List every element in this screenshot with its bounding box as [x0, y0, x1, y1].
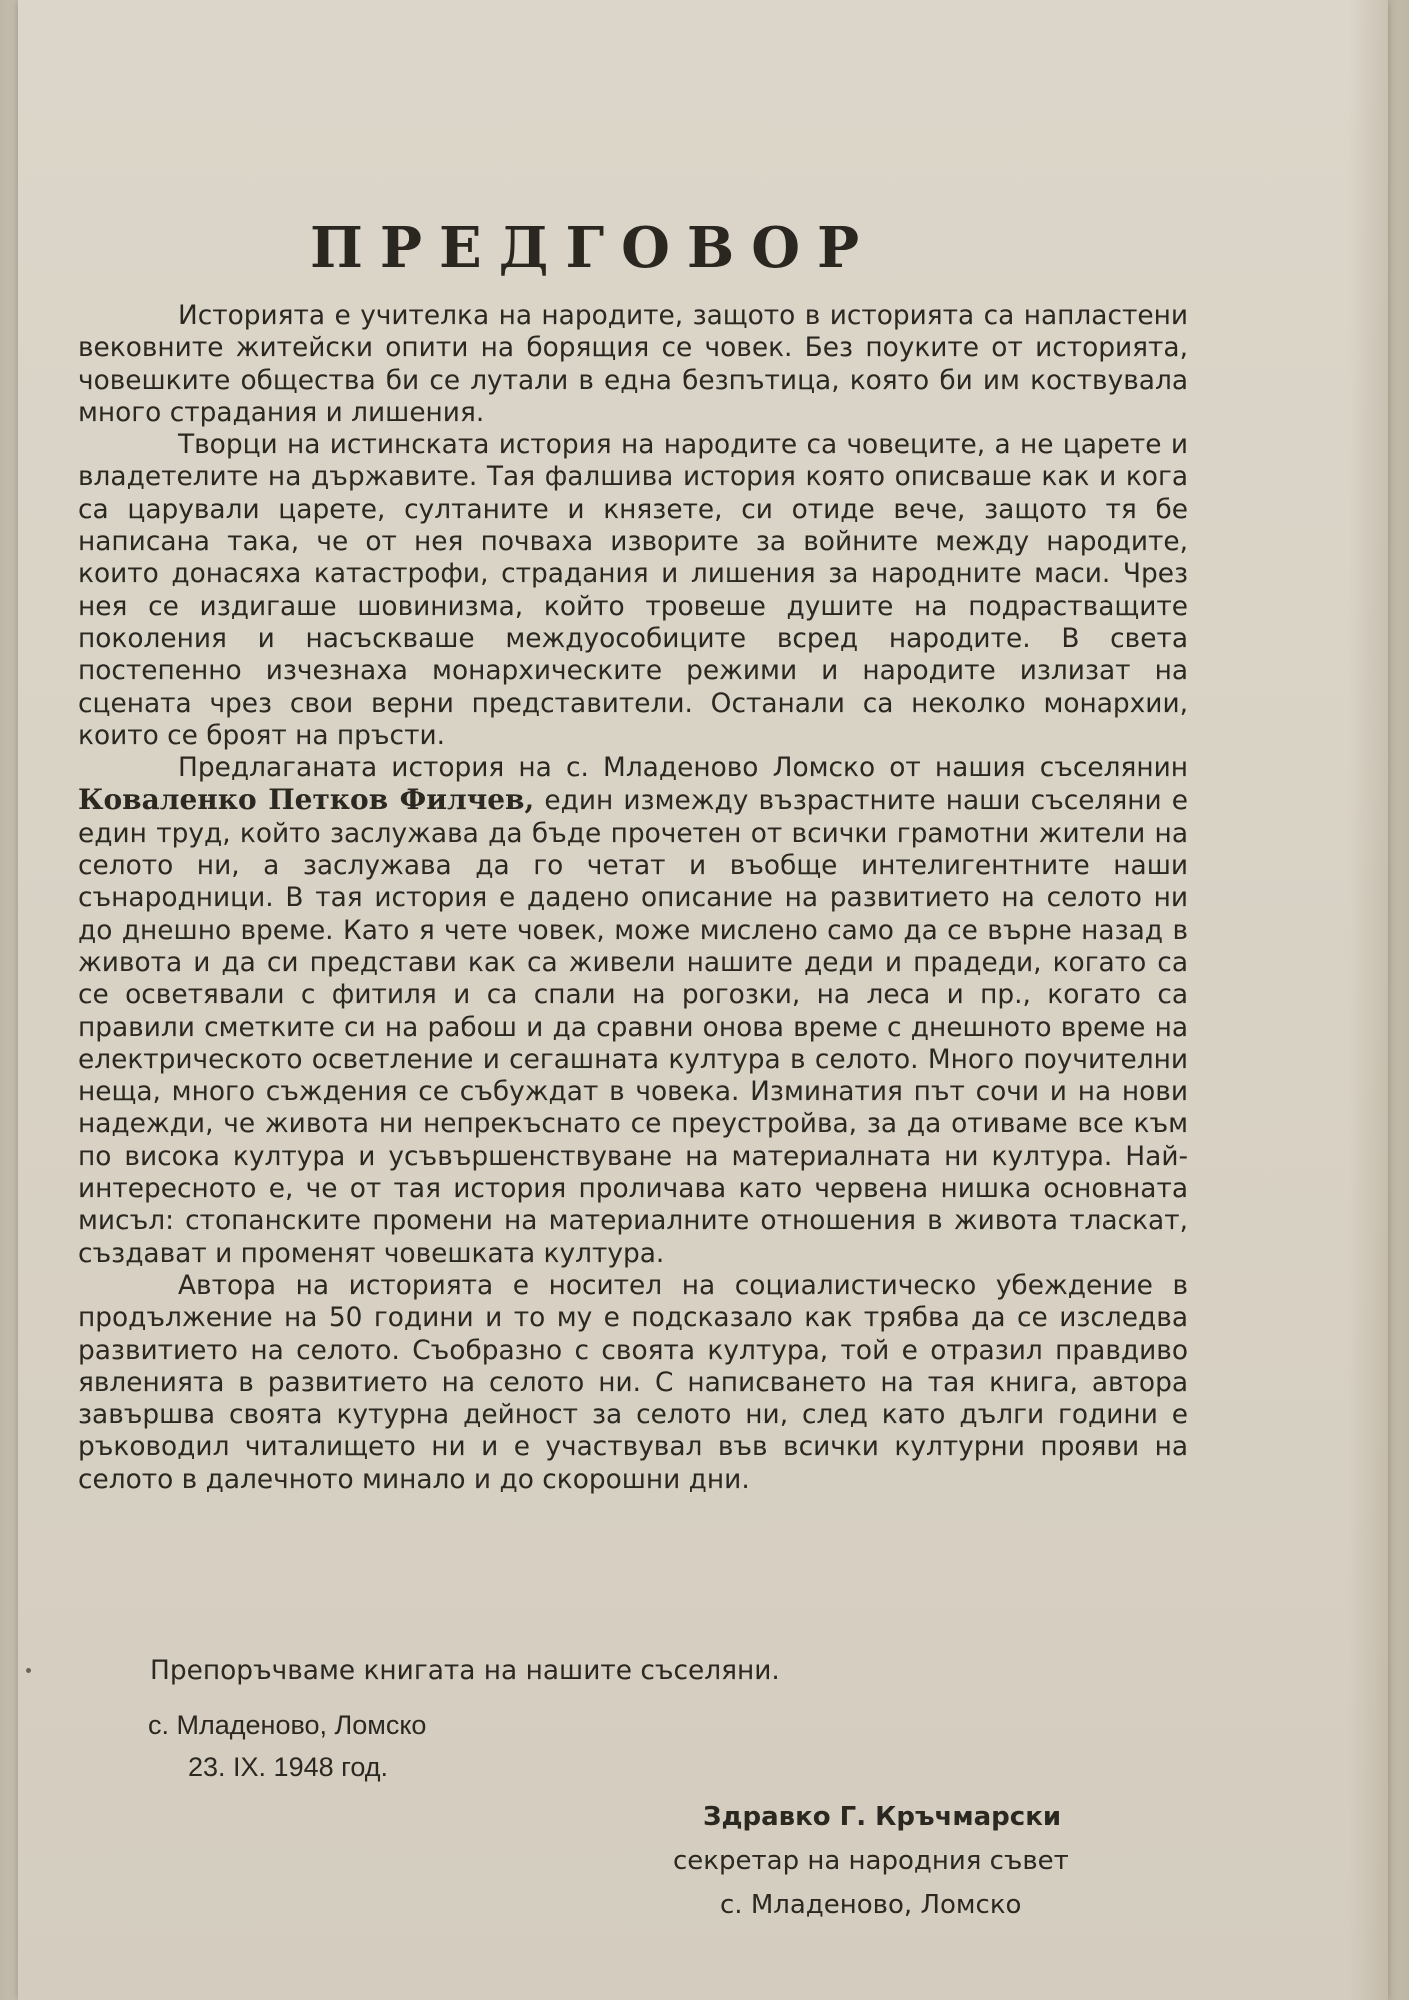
paper-speck — [26, 1668, 31, 1673]
author-name: Коваленко Петков Филчев, — [78, 783, 535, 817]
recommendation-line: Препоръчваме книгата на нашите съселяни. — [150, 1655, 780, 1686]
paragraph-3 — [78, 752, 1188, 1270]
signature-place: с. Младеново, Ломско — [720, 1890, 1022, 1920]
paragraph-3-start: Предлаганата история на с. Младеново Ломско от нашия съселянин — [178, 752, 1188, 784]
preface-body — [78, 300, 1188, 1496]
paragraph-4: Автора на историята е носител на социалистическо убеждение в продължение на 50 години и то му е подсказало как трябва да се изследва развитието на селото. Съобразно с своята култура, той е отразил правдиво явленията в развитието на селото ни. С написването на тая книга, автора завършва своята кутурна дейност за селото ни, след като дълги години е ръководил читалището ни и е участвувал във всички културни прояви на селото в далечното минало и до скорошни дни. — [78, 1269, 1188, 1495]
paragraph-2: Творци на истинската история на народите са човеците, а не царете и владетелите на държавите. Тая фалшива история която описваше как и кога са царували царете, султаните и князете, си отиде вече, защото тя бе написана така, че от нея почваха изворите за войните между народите, които донасяха катастрофи, страдания и лишения за народните маси. Чрез нея се издигаше шовинизма, който тровеше душите на подрастващите поколения и насъскваше междуособиците всред народите. В света постепенно изчезнаха монархическите режими и народите излизат на сцената чрез свои верни представители. Останали са неколко монархии, които се броят на пръсти. — [78, 429, 1188, 751]
paragraph-1: Историята е учителка на народите, защото в историята са напластени вековните житейски опити на борящия се човек. Без поуките от историята, човешките общества би се лутали в една безпътица, която би им коствувала много страдания и лишения. — [78, 300, 1188, 428]
paragraph-3-rest: един измежду възрастните наши съселяни е един труд, който заслужава да бъде прочетен от всички грамотни жители на селото ни, а заслужава да го четат и въобще интелигентните наши сънародници. В тая история е дадено описание на развитието на селото ни до днешно време. Като я чете човек, може мислено само да се върне назад в живота и да си представи как са живели нашите деди и прадеди, когато са се осветявали с фитиля и са спали на рогозки, на леса и пр., когато са правили сметките си на рабош и да сравни онова време с днешното време на електрическото осветление и сегашната култура в селото. Много поучителни неща, много съждения се събуждат в човека. Изминатия път сочи и на нови надежди, че живота ни непрекъснато се преустройва, за да отиваме все към по висока култура и усъвършенствуване на материалната ни култура. Най-интересното е, че от тая история проличава като червена нишка основната мисъл: стопанските промени на материалните отношения в живота тласкат, създават и променят човешката култура. — [78, 785, 1188, 1269]
page-edge-shadow — [1348, 0, 1388, 2000]
signature-name: Здравко Г. Кръчмарски — [703, 1802, 1062, 1832]
date-line: 23. IX. 1948 год. — [188, 1752, 389, 1782]
page-title: ПРЕДГОВОР — [310, 215, 877, 281]
place-line: с. Младеново, Ломско — [148, 1710, 427, 1740]
signature-role: секретар на народния съвет — [673, 1846, 1069, 1876]
